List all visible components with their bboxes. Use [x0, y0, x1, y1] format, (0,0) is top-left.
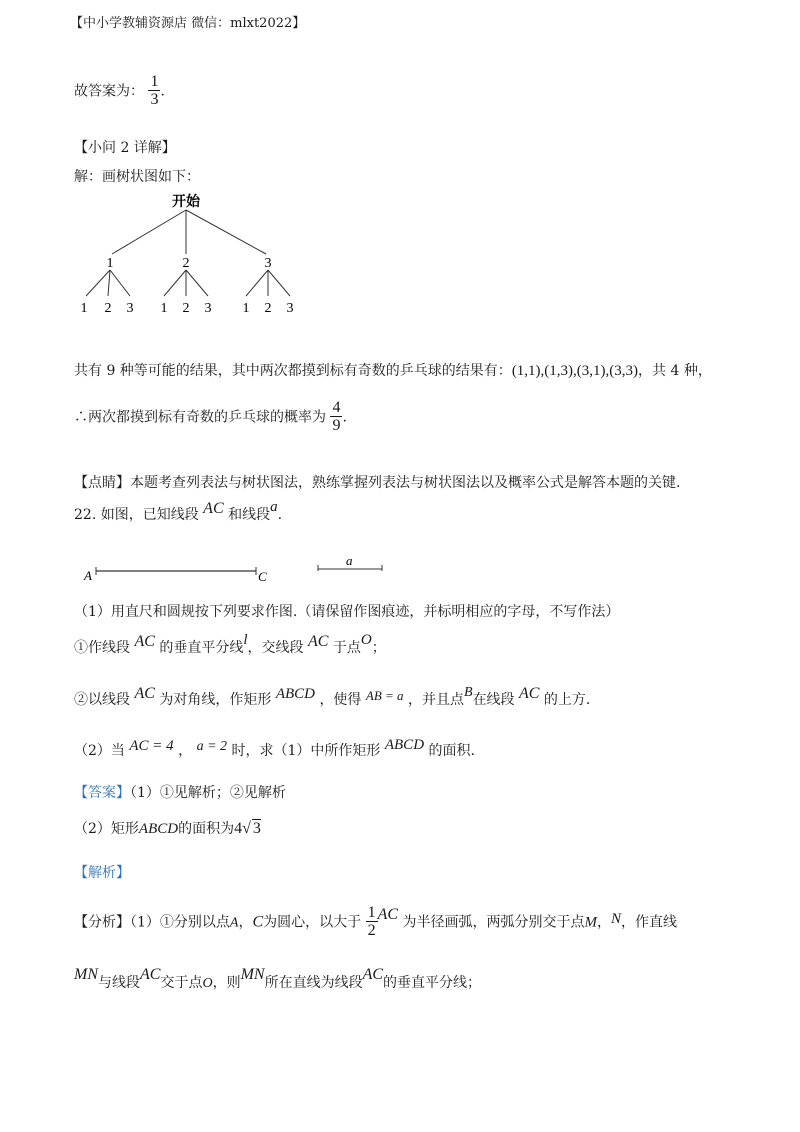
fraction-numerator: 1 [367, 904, 376, 921]
tree-node-l2: 3 [286, 301, 294, 316]
analysis-mn2: MN [240, 966, 265, 983]
p2-a: a = 2 [196, 739, 228, 754]
analysis-m: M [584, 914, 598, 931]
answer-tag: 【答案】 [74, 785, 130, 801]
answer-value: 4 [234, 820, 243, 837]
tree-branch [268, 270, 290, 296]
p1b-text: ，使得 [319, 692, 362, 708]
answer-abcd: ABCD [138, 821, 179, 837]
answer-line2 [74, 818, 261, 838]
analysis-line1 [74, 905, 677, 940]
q2-title: 【小问 2 详解】 [74, 140, 176, 156]
fraction-denominator: 3 [150, 91, 159, 108]
segment-figure [80, 552, 400, 586]
tree-node-l2: 2 [264, 301, 272, 316]
fraction-numerator: 1 [150, 73, 159, 90]
result-suffix: ，共 4 种， [638, 363, 712, 379]
tree-diagram [70, 190, 310, 320]
tree-branch [186, 210, 266, 254]
tree-node-l1: 1 [106, 256, 114, 271]
tree-branch [112, 210, 186, 254]
tree-node-l2: 1 [160, 301, 168, 316]
answer-line2-prefix: （2）矩形 [74, 821, 139, 837]
answer-line2-mid: 的面积为 [178, 821, 235, 837]
analysis-c: C [252, 913, 264, 931]
tree-node-l2: 3 [204, 301, 212, 316]
q22-part2 [74, 737, 475, 760]
analysis-a: A [229, 915, 239, 931]
analysis-text: 的垂直平分线； [383, 975, 482, 991]
tree-node-l2: 1 [242, 301, 250, 316]
fraction-denominator: 2 [367, 922, 376, 939]
answer-line [74, 74, 165, 109]
q22-part1: （1）用直尺和圆规按下列要求作图.（请保留作图痕迹，并标明相应的字母，不写作法） [74, 604, 620, 620]
stem-suffix: . [277, 507, 283, 523]
p1a-o: O [360, 632, 372, 648]
stem-prefix: 22. 如图，已知线段 [74, 507, 199, 523]
analysis-text: 交于点 [160, 975, 203, 991]
tree-branch [186, 270, 208, 296]
p2-ac: AC = 4 [129, 738, 174, 754]
tree-node-l2: 2 [104, 301, 112, 316]
p1a-ac: AC [134, 633, 155, 650]
sqrt-icon: √ [242, 820, 251, 837]
tree-node-l2: 3 [126, 301, 134, 316]
answer-fraction [148, 74, 160, 109]
tree-node-l1: 2 [182, 256, 190, 271]
p1a-text: ，交线段 [247, 640, 304, 656]
p1a-ac2: AC [307, 633, 329, 650]
q2-intro: 解：画树状图如下： [74, 169, 200, 185]
tree-branch [164, 270, 186, 296]
answer-radicand: 3 [252, 820, 261, 837]
analysis-ac2: AC [140, 966, 161, 983]
prob-suffix: . [342, 409, 347, 426]
tree-branch [110, 270, 130, 296]
answer-line1: （1）①见解析；②见解析 [130, 785, 286, 801]
tree-branch [246, 270, 268, 296]
p1b-eq: AB = a [365, 688, 404, 703]
p1b-abcd: ABCD [275, 686, 315, 702]
fraction-denominator: 9 [332, 417, 341, 434]
tree-lines [86, 210, 290, 296]
analysis-text: 【分析】（1）①分别以点 [74, 914, 230, 931]
label-segment-a: a [346, 553, 353, 568]
prob-prefix: ∴两次都摸到标有奇数的乒乓球的概率为 [74, 409, 326, 426]
p1a-text: 于点 [332, 640, 361, 656]
analysis-ac: AC [377, 905, 399, 923]
tree-branch [86, 270, 110, 296]
label-c-point: C [258, 569, 267, 584]
p1a-text: ； [371, 640, 386, 656]
stem-mid: 和线段 [228, 507, 271, 523]
answer-prefix: 故答案为： [74, 83, 144, 100]
analysis-tag: 【解析】 [74, 865, 130, 881]
p1b-b: B [464, 685, 473, 700]
analysis-fraction [366, 905, 378, 940]
p1a-text: 的垂直平分线 [159, 640, 244, 656]
result-prefix: 共有 9 种等可能的结果，其中两次都摸到标有奇数的乒乓球的结果有： [74, 363, 512, 379]
q22-part1b [74, 685, 591, 709]
q2-probability [74, 400, 347, 435]
prob-fraction [330, 400, 342, 435]
tree-node-l2: 2 [182, 301, 190, 316]
p1b-text: 的上方. [543, 692, 591, 708]
p2-text: 的面积. [428, 743, 475, 759]
p2-abcd: ABCD [384, 737, 425, 753]
q2-result [74, 360, 712, 380]
p1b-text: 在线段 [472, 692, 515, 708]
q22-part1a [74, 632, 386, 657]
tree-node-l2: 1 [80, 301, 88, 316]
analysis-text: ，则 [212, 975, 241, 991]
p1b-text: ，并且点 [408, 692, 464, 708]
q22-stem [74, 499, 283, 524]
p2-text: 时，求（1）中所作矩形 [231, 743, 381, 759]
p2-text: ， [178, 743, 193, 759]
analysis-mn: MN [74, 966, 98, 983]
tree-root: 开始 [172, 194, 200, 210]
analysis-ac3: AC [362, 966, 384, 983]
stem-ac: AC [203, 500, 224, 517]
p1a-l: l [243, 632, 248, 648]
header-watermark: 【中小学教辅资源店 微信：mlxt2022】 [70, 16, 306, 31]
analysis-text: ， [597, 914, 612, 931]
tree-branch [108, 270, 110, 296]
analysis-text: 所在直线为线段 [264, 975, 363, 991]
stem-a: a [270, 499, 278, 515]
result-pairs: (1,1),(1,3),(3,1),(3,3) [511, 363, 639, 379]
analysis-text: 为半径画弧，两弧分别交于点 [402, 914, 585, 931]
analysis-text: ，作直线 [621, 914, 678, 931]
comment-line: 【点睛】本题考查列表法与树状图法，熟练掌握列表法与树状图法以及概率公式是解答本题的关键. [74, 475, 681, 491]
fraction-numerator: 4 [332, 399, 341, 416]
analysis-text: ， [238, 914, 253, 931]
analysis-line2 [74, 966, 482, 992]
p1b-ac2: AC [519, 685, 540, 702]
analysis-n: N [611, 910, 622, 927]
p1b-text: ②以线段 [74, 692, 130, 708]
analysis-text: 为圆心，以大于 [263, 914, 362, 931]
p1b-text: 为对角线，作矩形 [159, 692, 272, 708]
tree-node-l1: 3 [264, 256, 272, 271]
p2-text: （2）当 [74, 743, 125, 759]
label-a-point: A [84, 568, 92, 583]
answer-suffix: . [160, 83, 165, 100]
answer-block [74, 782, 286, 802]
p1a-text: ①作线段 [74, 640, 130, 656]
p1b-ac: AC [134, 685, 155, 702]
analysis-o: O [202, 976, 213, 991]
analysis-text: 与线段 [98, 975, 140, 991]
